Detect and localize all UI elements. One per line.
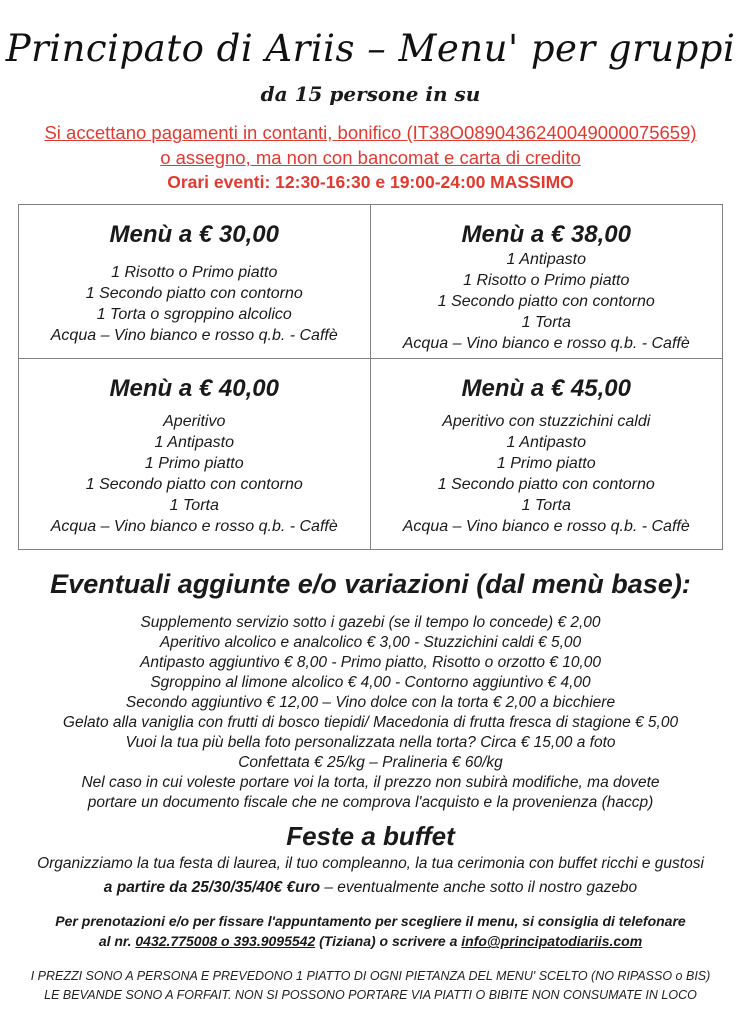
phone-numbers: 0432.775008 o 393.9095542 bbox=[135, 933, 316, 950]
page-title: Principato di Ariis – Menu' per gruppi bbox=[5, 27, 736, 70]
contact-prefix: al nr. bbox=[98, 933, 136, 950]
menu-item: Acqua – Vino bianco e rosso q.b. - Caffè bbox=[50, 327, 338, 345]
menu-item: 1 Secondo piatto con contorno bbox=[437, 293, 655, 311]
menu-item: Acqua – Vino bianco e rosso q.b. - Caffè bbox=[50, 518, 338, 536]
menu-item: 1 Primo piatto bbox=[144, 455, 244, 473]
buffet-heading: Feste a buffet bbox=[286, 821, 455, 852]
payment-notice-line2: o assegno, ma non con bancomat e carta di credito bbox=[160, 147, 581, 169]
contact-mid: (Tiziana) o scrivere a bbox=[315, 933, 462, 950]
additions-heading: Eventuali aggiunte e/o variazioni (dal menù base): bbox=[50, 569, 691, 600]
menu-item: 1 Torta o sgroppino alcolico bbox=[96, 306, 292, 324]
menu-items-38 bbox=[403, 249, 690, 354]
menu-title-40: Menù a € 40,00 bbox=[109, 375, 279, 403]
event-hours: Orari eventi: 12:30-16:30 e 19:00-24:00 MASSIMO bbox=[167, 172, 574, 193]
email-link[interactable]: info@principatodiariis.com bbox=[461, 933, 643, 950]
menu-item: 1 Secondo piatto con contorno bbox=[85, 476, 303, 494]
additions-line: portare un documento fiscale che ne comprova l'acquisto e la provenienza (haccp) bbox=[87, 794, 654, 812]
additions-line: Vuoi la tua più bella foto personalizzata nella torta? Circa € 15,00 a foto bbox=[125, 734, 616, 752]
contact-line2 bbox=[8, 931, 733, 951]
menu-table bbox=[18, 204, 723, 550]
menu-item: 1 Secondo piatto con contorno bbox=[437, 476, 655, 494]
menu-items-40 bbox=[51, 411, 338, 537]
menu-item: 1 Torta bbox=[169, 497, 219, 515]
contact-line1: Per prenotazioni e/o per fissare l'appuntamento per scegliere il menu, si consiglia di telefonare bbox=[55, 913, 686, 930]
additions-line: Supplemento servizio sotto i gazebi (se il tempo lo concede) € 2,00 bbox=[140, 614, 601, 632]
page-subtitle: da 15 persone in su bbox=[260, 82, 481, 107]
menu-item: 1 Torta bbox=[521, 314, 571, 332]
menu-item: 1 Antipasto bbox=[506, 434, 586, 452]
menu-item: 1 Torta bbox=[521, 497, 571, 515]
footer-note-line2: LE BEVANDE SONO A FORFAIT. NON SI POSSONO PORTARE VIA PIATTI O BIBITE NON CONSUMATE IN LOCO bbox=[44, 988, 697, 1003]
menu-item: 1 Primo piatto bbox=[496, 455, 596, 473]
menu-item: 1 Risotto o Primo piatto bbox=[111, 264, 278, 282]
additions-line: Secondo aggiuntivo € 12,00 – Vino dolce con la torta € 2,00 a bicchiere bbox=[125, 694, 616, 712]
additions-line: Gelato alla vaniglia con frutti di bosco tiepidi/ Macedonia di frutta fresca di stagione € 5,00 bbox=[62, 714, 679, 732]
buffet-pricing-rest: – eventualmente anche sotto il nostro gazebo bbox=[320, 879, 638, 897]
menu-item: Acqua – Vino bianco e rosso q.b. - Caffè bbox=[402, 335, 690, 353]
menu-item: 1 Secondo piatto con contorno bbox=[85, 285, 303, 303]
additions-list bbox=[0, 613, 741, 813]
menu-cell-30 bbox=[19, 205, 371, 359]
payment-notice bbox=[0, 120, 741, 194]
menu-title-45: Menù a € 45,00 bbox=[461, 375, 631, 403]
payment-notice-line1: Si accettano pagamenti in contanti, bonifico (IT38O0890436240049000075659) bbox=[44, 122, 697, 144]
menu-cell-45 bbox=[371, 359, 723, 549]
menu-item: Acqua – Vino bianco e rosso q.b. - Caffè bbox=[402, 518, 690, 536]
additions-line: Nel caso in cui voleste portare voi la torta, il prezzo non subirà modifiche, ma dovete bbox=[81, 774, 660, 792]
additions-line: Aperitivo alcolico e analcolico € 3,00 - Stuzzichini caldi € 5,00 bbox=[159, 634, 582, 652]
buffet-pricing-bold: a partire da 25/30/35/40€ €uro bbox=[103, 879, 321, 897]
footer-note bbox=[0, 967, 741, 1005]
menu-title-30: Menù a € 30,00 bbox=[109, 221, 279, 249]
menu-item: 1 Antipasto bbox=[154, 434, 234, 452]
menu-title-38: Menù a € 38,00 bbox=[461, 221, 631, 249]
additions-line: Confettata € 25/kg – Pralineria € 60/kg bbox=[238, 754, 503, 772]
menu-cell-40 bbox=[19, 359, 371, 549]
menu-item: Aperitivo con stuzzichini caldi bbox=[442, 413, 651, 431]
menu-item: 1 Risotto o Primo piatto bbox=[463, 272, 630, 290]
additions-line: Antipasto aggiuntivo € 8,00 - Primo piatto, Risotto o orzotto € 10,00 bbox=[140, 654, 601, 672]
menu-items-45 bbox=[403, 411, 690, 537]
buffet-pricing bbox=[0, 877, 741, 899]
menu-item: 1 Antipasto bbox=[506, 251, 586, 269]
menu-cell-38 bbox=[371, 205, 723, 359]
footer-note-line1: I PREZZI SONO A PERSONA E PREVEDONO 1 PIATTO DI OGNI PIETANZA DEL MENU' SCELTO (NO RIPASSO o BIS) bbox=[30, 969, 711, 984]
contact-block bbox=[0, 911, 741, 951]
menu-items-30 bbox=[51, 262, 338, 346]
buffet-intro: Organizziamo la tua festa di laurea, il tuo compleanno, la tua cerimonia con buffet ricchi e gustosi bbox=[37, 855, 704, 873]
menu-item: Aperitivo bbox=[163, 413, 226, 431]
additions-line: Sgroppino al limone alcolico € 4,00 - Contorno aggiuntivo € 4,00 bbox=[150, 674, 591, 692]
